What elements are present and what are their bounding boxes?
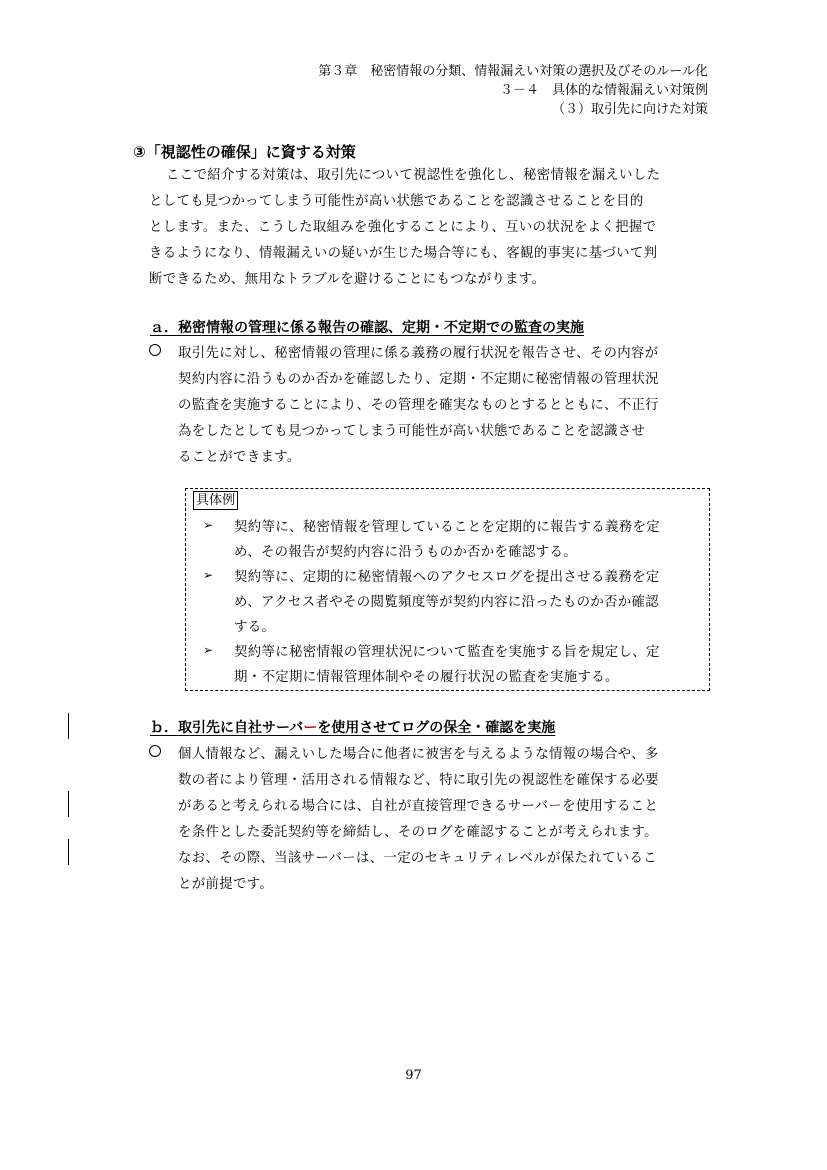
example-item-line: 期・不定期に情報管理体制やその履行状況の監査を実施する。 xyxy=(234,670,619,685)
subsection-a-line: 取引先に対し、秘密情報の管理に係る義務の履行状況を報告させ、その内容が xyxy=(178,346,659,361)
arrow-bullet-icon: ➢ xyxy=(203,643,214,657)
subsection-a-line: ることができます。 xyxy=(178,450,301,465)
subsection-b-heading-text: ｂ．取引先に自社サーバ xyxy=(150,720,304,736)
page-number: 97 xyxy=(405,1068,422,1083)
example-item-line: め、その報告が契約内容に沿うものか否かを確認する。 xyxy=(234,545,577,560)
running-header-subsection: （３）取引先に向けた対策 xyxy=(551,102,708,117)
subsection-b-text: なお、その際、当該サーバ xyxy=(178,851,343,866)
revision-mark-text: ー xyxy=(342,851,356,866)
revision-bar xyxy=(68,713,69,739)
subsection-a-line: の監査を実施することにより、その管理を確実なものとするとともに、不正行 xyxy=(178,398,659,413)
subsection-b-line: を条件とした委託契約等を締結し、そのログを確認することが考えられます。 xyxy=(178,825,658,840)
example-item-line: 契約等に、定期的に秘密情報へのアクセスログを提出させる義務を定 xyxy=(234,570,660,585)
example-item-line: 契約等に、秘密情報を管理していることを定期的に報告する義務を定 xyxy=(234,520,660,535)
subsection-b-line xyxy=(178,795,658,814)
subsection-a-line: 契約内容に沿うものか否かを確認したり、定期・不定期に秘密情報の管理状況 xyxy=(178,372,659,387)
example-label: 具体例 xyxy=(193,491,238,510)
section-heading: ③「視認性の確保」に資する対策 xyxy=(133,143,356,161)
subsection-b-heading-text: を使用させてログの保全・確認を実施 xyxy=(317,720,556,736)
subsection-b-text: は、一定のセキュリティレベルが保たれているこ xyxy=(355,851,657,866)
arrow-bullet-icon: ➢ xyxy=(203,518,214,532)
subsection-b-line: 個人情報など、漏えいした場合に他者に被害を与えるような情報の場合や、多 xyxy=(178,747,659,762)
circle-bullet-icon xyxy=(149,344,161,356)
example-item-line: め、アクセス者やその閲覧頻度等が契約内容に沿ったものか否か確認 xyxy=(234,595,660,610)
running-header-chapter: 第３章 秘密情報の分類、情報漏えい対策の選択及びそのルール化 xyxy=(318,64,708,79)
intro-line: きるようになり、情報漏えいの疑いが生じた場合等にも、客観的事実に基づいて判 xyxy=(149,246,658,261)
example-item-line: 契約等に秘密情報の管理状況について監査を実施する旨を規定し、定 xyxy=(234,645,660,660)
subsection-a-heading: ａ．秘密情報の管理に係る報告の確認、定期・不定期での監査の実施 xyxy=(150,320,584,336)
subsection-b-line: とが前提です。 xyxy=(178,877,274,892)
example-item-line: する。 xyxy=(234,620,276,635)
intro-line: ここで紹介する対策は、取引先について視認性を強化し、秘密情報を漏えいした xyxy=(166,168,661,183)
subsection-a-line: 為をしたとしても見つかってしまう可能性が高い状態であることを認識させ xyxy=(178,424,646,439)
revision-bar xyxy=(68,839,69,865)
intro-line: としても見つかってしまう可能性が高い状態であることを認識させることを目的 xyxy=(149,194,644,209)
subsection-b-heading xyxy=(150,717,555,737)
revision-bar xyxy=(68,791,69,817)
subsection-b-text: を使用すること xyxy=(562,799,659,814)
subsection-b-text: があると考えられる場合には、自社が直接管理できるサーバ xyxy=(178,799,549,814)
circle-bullet-icon xyxy=(149,745,161,757)
revision-mark-text: ー xyxy=(548,799,563,814)
intro-line: とします。また、こうした取組みを強化することにより、互いの状況をよく把握で xyxy=(149,220,657,235)
subsection-b-line: 数の者により管理・活用される情報など、特に取引先の視認性を確保する必要 xyxy=(178,773,659,788)
subsection-b-line xyxy=(178,847,657,866)
arrow-bullet-icon: ➢ xyxy=(203,568,214,582)
intro-line: 断できるため、無用なトラブルを避けることにもつながります。 xyxy=(149,272,546,287)
running-header-section: ３－４ 具体的な情報漏えい対策例 xyxy=(499,83,708,98)
revision-mark-text: ー xyxy=(303,720,318,736)
